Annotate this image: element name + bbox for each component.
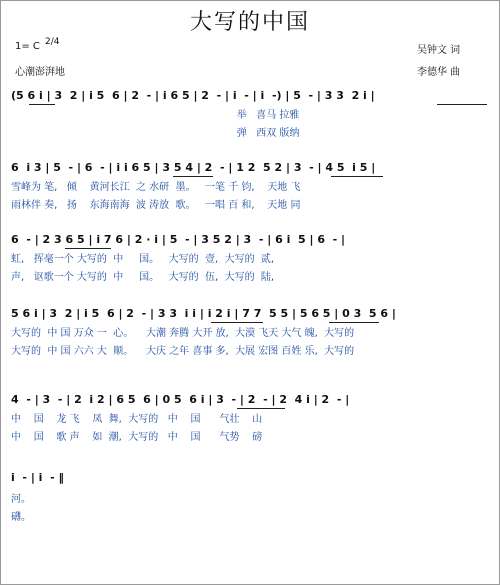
lyrics-line-5-verse-2: 中 国 歌 声 如 潮, 大写的 中 国 气势 磅 — [11, 432, 263, 443]
lyrics-line-2-verse-1: 雪峰为 笔, 倾 黄河长江 之 水研 墨。 一笔 千 钧, 天地 飞 — [11, 182, 301, 193]
beam — [437, 104, 487, 105]
music-line-3: 6 - | 2 3 6 5 | i 7 6 | 2 · i | 5 - | 3 5 2 | 3 - | 6 i 5 | 6 - | — [11, 233, 346, 246]
music-line-1: (5 6 i | 3 2 | i 5 6 | 2 - | i 6 5 | 2 - | i - | i -) | 5 - | 3 3 2 i | — [11, 89, 375, 102]
music-line-4: 5 6 i | 3 2 | i 5 6 | 2 - | 3 3 i i | i 2 i | 7 7 5 5 | 5 6 5 | 0 3 5 6 | — [11, 307, 396, 320]
lyrics-line-6-verse-2: 礴。 — [11, 512, 31, 523]
lyricist-credit: 吴钟文 词 — [417, 45, 461, 56]
time-signature: 2/4 — [45, 37, 60, 47]
beam — [65, 248, 111, 249]
composer-credit: 李德华 曲 — [417, 67, 461, 78]
lyrics-line-6-verse-1: 河。 — [11, 494, 31, 505]
beam — [29, 104, 55, 105]
tempo-marking: 心潮澎湃地 — [15, 67, 65, 78]
key-signature: 1= C — [15, 41, 40, 52]
beam — [211, 322, 263, 323]
lyrics-line-2-verse-2: 雨林伴 奏, 扬 东海南海 波 涛放 歌。 一唱 百 和, 天地 同 — [11, 200, 301, 211]
beam — [331, 176, 383, 177]
music-line-5: 4 - | 3 - | 2 i 2 | 6 5 6 | 0 5 6 i | 3 - | 2 - | 2 4 i | 2 - | — [11, 393, 350, 406]
lyrics-line-3-verse-2: 声, 讴歌一个 大写的 中 国。 大写的 伍, 大写的 陆, — [11, 272, 275, 283]
lyrics-line-3-verse-1: 虹, 挥毫一个 大写的 中 国。 大写的 壹, 大写的 贰, — [11, 254, 275, 265]
lyrics-line-5-verse-1: 中 国 龙 飞 凤 舞, 大写的 中 国 气壮 山 — [11, 414, 263, 425]
lyrics-line-4-verse-2: 大写的 中 国 六六 大 顺。 大庆 之年 喜事 多, 大展 宏图 百姓 乐, 大写的 — [11, 346, 355, 357]
lyrics-line-1-verse-1: 举 喜马 拉雅 — [11, 110, 300, 121]
music-line-6: i - | i - ‖ — [11, 471, 64, 484]
beam — [173, 176, 213, 177]
lyrics-line-4-verse-1: 大写的 中 国 万众 一 心。 大潮 奔腾 大开 放, 大漠 飞天 大气 魄, 大写的 — [11, 328, 355, 339]
beam — [237, 408, 285, 409]
song-title: 大写的中国 — [189, 10, 310, 35]
beam — [329, 322, 379, 323]
lyrics-line-1-verse-2: 弹 西双 版纳 — [11, 128, 300, 139]
music-line-2: 6 i 3 | 5 - | 6 - | i i 6 5 | 3 5 4 | 2 - | 1 2 5 2 | 3 - | 4 5 i 5 | — [11, 161, 376, 174]
